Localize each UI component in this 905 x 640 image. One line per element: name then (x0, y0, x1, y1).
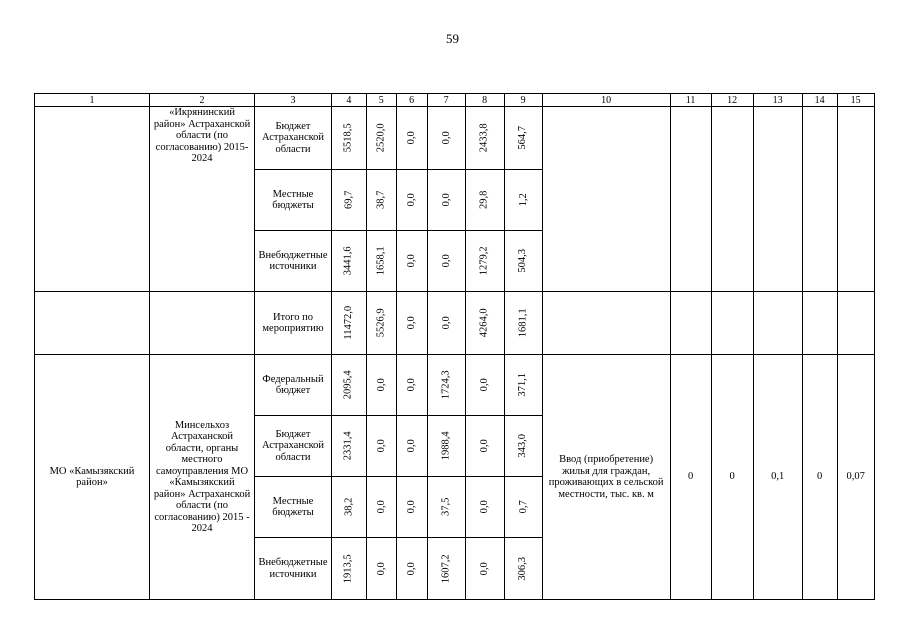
indicator-cell (542, 355, 670, 600)
value: 0,0 (375, 439, 387, 453)
value: 1607,2 (440, 554, 452, 583)
program-table (34, 93, 875, 600)
value-cell (504, 231, 542, 292)
value-cell (396, 107, 427, 170)
indicator-value-cell (753, 292, 802, 355)
value-cell (396, 355, 427, 416)
indicator-value-cell (802, 107, 837, 292)
value: 0,0 (478, 500, 490, 514)
funding-source-label: Бюджет Астраханской области (261, 120, 325, 155)
value: 2433,8 (478, 123, 490, 153)
indicator-value-cell: 0,07 (837, 355, 874, 600)
value: 0,7 (517, 500, 529, 514)
funding-source-label: Внебюджетные источники (258, 249, 328, 272)
value: 1279,2 (478, 246, 490, 276)
column-number: 4 (332, 94, 367, 107)
value-cell (427, 355, 465, 416)
value-cell (366, 107, 396, 170)
value: 29,8 (478, 190, 490, 210)
value: 0,0 (405, 439, 417, 453)
value: 0,0 (405, 316, 417, 330)
value: 1913,5 (343, 554, 355, 583)
funding-source-label: Федеральный бюджет (262, 373, 324, 396)
value: 0,0 (478, 561, 490, 576)
value-cell (427, 231, 465, 292)
value-cell (427, 477, 465, 538)
value: 0,0 (478, 439, 490, 453)
indicator-cell (542, 107, 670, 292)
indicator-value-cell: 0 (802, 355, 837, 600)
value-cell (366, 477, 396, 538)
municipality-name: МО «Камызякский район» (49, 465, 135, 488)
indicator-value-cell (711, 107, 753, 292)
funding-source (255, 355, 332, 416)
value: 69,7 (343, 190, 355, 210)
column-number: 8 (465, 94, 504, 107)
value-cell (366, 538, 396, 600)
indicator-value-cell (802, 292, 837, 355)
value: 0,0 (375, 500, 387, 514)
funding-source (255, 107, 332, 170)
indicator-value-cell (711, 292, 753, 355)
executor-cell (150, 292, 255, 355)
municipality-cell (35, 107, 150, 292)
column-number: 3 (255, 94, 332, 107)
value-cell (504, 292, 542, 355)
indicator-cell (542, 292, 670, 355)
municipality-cell (35, 292, 150, 355)
indicator-value-cell (837, 292, 874, 355)
funding-source-label: Местные бюджеты (272, 495, 314, 518)
value: 564,7 (517, 126, 529, 150)
value: 3441,6 (343, 246, 355, 276)
table-row (35, 107, 875, 170)
funding-source (255, 292, 332, 355)
indicator-value-cell (837, 107, 874, 292)
funding-source (255, 477, 332, 538)
funding-source-label: Итого по мероприятию (262, 311, 324, 334)
column-number: 14 (802, 94, 837, 107)
value-cell (332, 477, 367, 538)
executor-text: Минсельхоз Астраханской области, органы местного самоуправления МО «Камызякский район» Астраханской области (по согласованию) 2015 - 2024 (153, 419, 251, 534)
value: 5526,9 (375, 308, 387, 338)
value-cell (504, 538, 542, 600)
value: 1,2 (517, 193, 529, 207)
value-cell (396, 416, 427, 477)
indicator-value-cell (670, 107, 711, 292)
value-cell (396, 170, 427, 231)
value: 38,2 (343, 497, 355, 517)
indicator-text: Ввод (приобретение) жилья для граждан, проживающих в сельской местности, тыс. кв. м (548, 454, 664, 500)
funding-source-label: Местные бюджеты (272, 188, 314, 211)
indicator-value-cell: 0 (670, 355, 711, 600)
indicator-value-cell (670, 292, 711, 355)
value: 11472,0 (343, 306, 355, 340)
value-cell (427, 107, 465, 170)
value: 343,0 (517, 434, 529, 458)
indicator-value-cell: 0,1 (753, 355, 802, 600)
value-cell (366, 170, 396, 231)
value-cell (396, 292, 427, 355)
value-cell (427, 292, 465, 355)
value-cell (332, 355, 367, 416)
value: 0,0 (405, 131, 417, 145)
value: 2331,4 (343, 431, 355, 461)
column-number: 11 (670, 94, 711, 107)
funding-source-label: Внебюджетные источники (258, 557, 328, 580)
column-number: 15 (837, 94, 874, 107)
funding-source (255, 231, 332, 292)
value: 1658,1 (375, 246, 387, 276)
value-cell (465, 538, 504, 600)
value: 306,3 (517, 556, 529, 581)
value-cell (366, 355, 396, 416)
value-cell (465, 477, 504, 538)
value: 2520,0 (375, 123, 387, 153)
value-cell (427, 170, 465, 231)
value: 0,0 (405, 561, 417, 576)
value: 37,5 (440, 497, 452, 517)
municipality-cell (35, 355, 150, 600)
value-cell (504, 477, 542, 538)
value-cell (396, 477, 427, 538)
value: 0,0 (440, 254, 452, 268)
funding-source (255, 416, 332, 477)
column-number: 1 (35, 94, 150, 107)
funding-source-label: Бюджет Астраханской области (261, 428, 325, 463)
column-number: 5 (366, 94, 396, 107)
value: 0,0 (440, 193, 452, 207)
value-cell (396, 538, 427, 600)
value-cell (366, 231, 396, 292)
table-row (35, 355, 875, 416)
value: 0,0 (405, 500, 417, 514)
value-cell (504, 355, 542, 416)
column-number: 13 (753, 94, 802, 107)
value-cell (366, 416, 396, 477)
value-cell (366, 292, 396, 355)
column-number: 10 (542, 94, 670, 107)
value-cell (332, 170, 367, 231)
funding-source (255, 170, 332, 231)
value-cell (465, 107, 504, 170)
value-cell (332, 107, 367, 170)
column-number-row (35, 94, 875, 107)
value-cell (396, 231, 427, 292)
executor-text: «Икрянинский район» Астраханской области (по согласованию) 2015-2024 (153, 107, 251, 164)
value: 4264,0 (478, 308, 490, 338)
value-cell (504, 170, 542, 231)
value-cell (427, 416, 465, 477)
value: 0,0 (478, 378, 490, 392)
value-cell (465, 355, 504, 416)
value-cell (504, 107, 542, 170)
value: 38,7 (375, 190, 387, 210)
value-cell (465, 231, 504, 292)
value-cell (332, 416, 367, 477)
executor-cell (150, 355, 255, 600)
value: 0,0 (440, 131, 452, 145)
value: 371,1 (517, 373, 529, 397)
value: 5518,5 (343, 123, 355, 153)
value-cell (427, 538, 465, 600)
value-cell (504, 416, 542, 477)
indicator-value-cell: 0 (711, 355, 753, 600)
executor-cell (150, 107, 255, 292)
value: 1988,4 (440, 431, 452, 461)
value-cell (465, 170, 504, 231)
value: 1681,1 (517, 308, 529, 338)
value-cell (465, 416, 504, 477)
page-number: 59 (446, 31, 459, 46)
value: 2095,4 (343, 370, 355, 400)
column-number: 9 (504, 94, 542, 107)
value-cell (332, 292, 367, 355)
value: 0,0 (405, 254, 417, 268)
value-cell (465, 292, 504, 355)
value-cell (332, 231, 367, 292)
value: 0,0 (405, 193, 417, 207)
funding-source (255, 538, 332, 600)
value: 504,3 (517, 249, 529, 273)
value: 0,0 (440, 316, 452, 330)
column-number: 2 (150, 94, 255, 107)
value: 1724,3 (440, 370, 452, 400)
value: 0,0 (405, 378, 417, 392)
value-cell (332, 538, 367, 600)
value: 0,0 (375, 561, 387, 576)
indicator-value-cell (753, 107, 802, 292)
table-row-total (35, 292, 875, 355)
column-number: 7 (427, 94, 465, 107)
value: 0,0 (375, 378, 387, 392)
column-number: 6 (396, 94, 427, 107)
column-number: 12 (711, 94, 753, 107)
